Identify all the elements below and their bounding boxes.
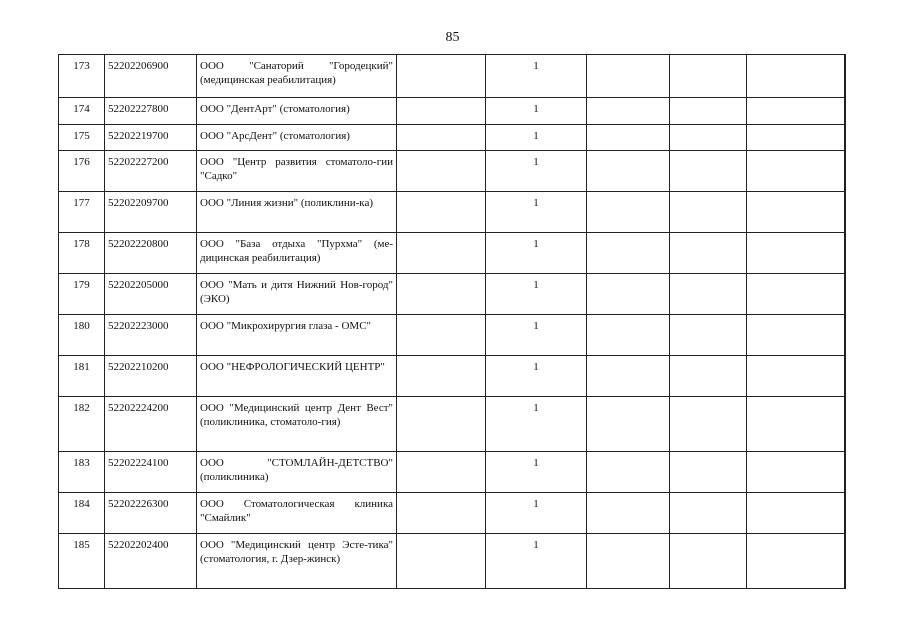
row-number: 173 [59, 55, 105, 98]
registry-code: 52202226300 [105, 493, 197, 534]
registry-code: 52202210200 [105, 356, 197, 397]
empty-cell [397, 356, 486, 397]
empty-cell [747, 151, 845, 192]
table-row [59, 493, 846, 534]
quantity-cell: 1 [486, 274, 587, 315]
table-row [59, 452, 846, 493]
table-row [59, 534, 846, 589]
organization-name: ООО "Медицинский центр Эсте-тика" (стоматология, г. Дзер-жинск) [197, 534, 397, 589]
row-number: 178 [59, 233, 105, 274]
quantity-cell: 1 [486, 125, 587, 151]
registry-code: 52202224100 [105, 452, 197, 493]
row-number: 181 [59, 356, 105, 397]
empty-cell [587, 192, 670, 233]
organization-name: ООО "Мать и дитя Нижний Нов-город" (ЭКО) [197, 274, 397, 315]
quantity-cell: 1 [486, 315, 587, 356]
registry-code: 52202219700 [105, 125, 197, 151]
empty-cell [587, 493, 670, 534]
table-row [59, 356, 846, 397]
quantity-cell: 1 [486, 493, 587, 534]
row-number: 182 [59, 397, 105, 452]
organization-name: ООО "Микрохирургия глаза - ОМС" [197, 315, 397, 356]
empty-cell [747, 397, 845, 452]
empty-cell [747, 452, 845, 493]
organization-name: ООО "АрсДент" (стоматология) [197, 125, 397, 151]
empty-cell [670, 125, 747, 151]
registry-table [58, 54, 846, 589]
row-number: 185 [59, 534, 105, 589]
table-row [59, 151, 846, 192]
empty-cell [845, 192, 846, 233]
empty-cell [397, 233, 486, 274]
empty-cell [670, 534, 747, 589]
registry-code: 52202227200 [105, 151, 197, 192]
table-row [59, 397, 846, 452]
empty-cell [670, 151, 747, 192]
empty-cell [587, 151, 670, 192]
row-number: 184 [59, 493, 105, 534]
table-row [59, 98, 846, 125]
empty-cell [747, 274, 845, 315]
empty-cell [397, 274, 486, 315]
organization-name: ООО "Санаторий "Городецкий" (медицинская реабилитация) [197, 55, 397, 98]
empty-cell [397, 55, 486, 98]
empty-cell [397, 151, 486, 192]
organization-name: ООО "СТОМЛАЙН-ДЕТСТВО" (поликлиника) [197, 452, 397, 493]
row-number: 176 [59, 151, 105, 192]
empty-cell [397, 397, 486, 452]
table-row [59, 315, 846, 356]
empty-cell [747, 55, 845, 98]
empty-cell [670, 233, 747, 274]
empty-cell [670, 452, 747, 493]
empty-cell [587, 397, 670, 452]
empty-cell [587, 55, 670, 98]
table-body [59, 55, 846, 589]
empty-cell [845, 356, 846, 397]
table-row [59, 125, 846, 151]
empty-cell [587, 452, 670, 493]
empty-cell [845, 452, 846, 493]
empty-cell [845, 55, 846, 98]
registry-code: 52202224200 [105, 397, 197, 452]
organization-name: ООО "Медицинский центр Дент Вест" (поликлиника, стоматоло-гия) [197, 397, 397, 452]
empty-cell [747, 493, 845, 534]
empty-cell [397, 534, 486, 589]
organization-name: ООО "База отдыха "Пурхма" (ме-дицинская реабилитация) [197, 233, 397, 274]
empty-cell [670, 274, 747, 315]
empty-cell [747, 315, 845, 356]
empty-cell [670, 493, 747, 534]
registry-code: 52202205000 [105, 274, 197, 315]
empty-cell [670, 192, 747, 233]
row-number: 179 [59, 274, 105, 315]
empty-cell [747, 356, 845, 397]
row-number: 183 [59, 452, 105, 493]
empty-cell [587, 274, 670, 315]
empty-cell [845, 151, 846, 192]
table-row [59, 55, 846, 98]
row-number: 180 [59, 315, 105, 356]
empty-cell [670, 315, 747, 356]
quantity-cell: 1 [486, 356, 587, 397]
empty-cell [845, 397, 846, 452]
empty-cell [587, 534, 670, 589]
row-number: 177 [59, 192, 105, 233]
empty-cell [587, 315, 670, 356]
registry-code: 52202220800 [105, 233, 197, 274]
empty-cell [587, 233, 670, 274]
empty-cell [397, 315, 486, 356]
empty-cell [845, 315, 846, 356]
quantity-cell: 1 [486, 55, 587, 98]
empty-cell [670, 356, 747, 397]
empty-cell [670, 397, 747, 452]
empty-cell [747, 192, 845, 233]
empty-cell [397, 192, 486, 233]
registry-code: 52202227800 [105, 98, 197, 125]
empty-cell [397, 493, 486, 534]
empty-cell [587, 356, 670, 397]
empty-cell [670, 98, 747, 125]
organization-name: ООО "Центр развития стоматоло-гии "Садко" [197, 151, 397, 192]
empty-cell [747, 233, 845, 274]
empty-cell [845, 233, 846, 274]
empty-cell [747, 98, 845, 125]
quantity-cell: 1 [486, 98, 587, 125]
empty-cell [845, 493, 846, 534]
empty-cell [845, 98, 846, 125]
empty-cell [845, 125, 846, 151]
organization-name: ООО Стоматологическая клиника "Смайлик" [197, 493, 397, 534]
quantity-cell: 1 [486, 452, 587, 493]
table-row [59, 274, 846, 315]
quantity-cell: 1 [486, 233, 587, 274]
empty-cell [587, 98, 670, 125]
row-number: 174 [59, 98, 105, 125]
quantity-cell: 1 [486, 151, 587, 192]
empty-cell [397, 452, 486, 493]
page-number: 85 [445, 30, 460, 45]
table-row [59, 233, 846, 274]
row-number: 175 [59, 125, 105, 151]
empty-cell [845, 274, 846, 315]
quantity-cell: 1 [486, 534, 587, 589]
registry-code: 52202223000 [105, 315, 197, 356]
registry-code: 52202209700 [105, 192, 197, 233]
empty-cell [587, 125, 670, 151]
empty-cell [747, 125, 845, 151]
registry-code: 52202202400 [105, 534, 197, 589]
empty-cell [397, 125, 486, 151]
organization-name: ООО "Линия жизни" (поликлини-ка) [197, 192, 397, 233]
quantity-cell: 1 [486, 192, 587, 233]
empty-cell [397, 98, 486, 125]
table-row [59, 192, 846, 233]
empty-cell [670, 55, 747, 98]
organization-name: ООО "НЕФРОЛОГИЧЕСКИЙ ЦЕНТР" [197, 356, 397, 397]
quantity-cell: 1 [486, 397, 587, 452]
organization-name: ООО "ДентАрт" (стоматология) [197, 98, 397, 125]
registry-code: 52202206900 [105, 55, 197, 98]
empty-cell [747, 534, 845, 589]
empty-cell [845, 534, 846, 589]
